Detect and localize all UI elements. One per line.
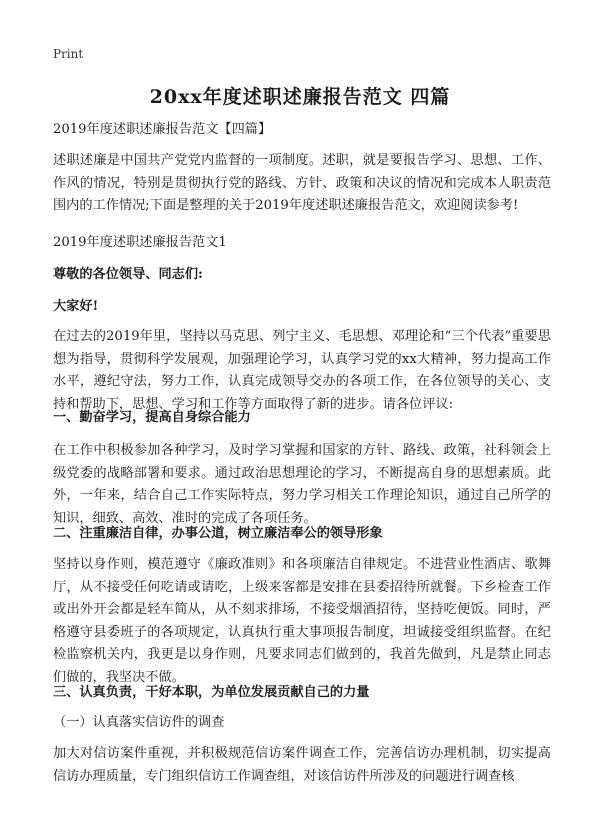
heading-3: 三、认真负责，干好本职，为单位发展贡献自己的力量 [53, 685, 370, 700]
paragraph-4: 加大对信访案件重视，并积极规范信访案件调查工作，完善信访办理机制，切实提高信访办理质量，专门组织信访工作调查组，对该信访件所涉及的问题进行调查核 [53, 746, 551, 784]
subheading-1: （一）认真落实信访件的调查 [53, 715, 225, 730]
heading-1: 一、勤奋学习，提高自身综合能力 [53, 410, 251, 425]
paragraph-3: 坚持以身作则，模范遵守《廉政准则》和各项廉洁自律规定。不进营业性酒店、歌舞厅，从不接受任何吃请或请吃，上级来客都是安排在县委招待所就餐。下乡检查工作或出外开会都是轻车简从，从不刻求排场，不接受烟酒招待，坚持吃便饭。同时，严格遵守县委班子的各项规定，认真执行重大事项报告制度，坦诚接受组织监督。在纪检监察机关内，我更是以身作则，凡要求同志们做到的，我首先做到，凡是禁止同志们做的，我坚决不做。 [53, 557, 551, 685]
salutation: 尊敬的各位领导、同志们: [53, 267, 203, 282]
paragraph-1: 在过去的2019年里，坚持以马克思、列宁主义、毛思想、邓理论和“三个代表”重要思想为指导，贯彻科学发展观，加强理论学习，认真学习党的xx大精神，努力提高工作水平，遵纪守法，努力工作，认真完成领导交办的各项工作，在各位领导的关心、支持和帮助下，思想、学习和工作等方面取得了新的进步。请各位评议: [53, 329, 551, 412]
document-subtitle: 2019年度述职述廉报告范文【四篇】 [53, 122, 272, 137]
heading-2: 二、注重廉洁自律，办事公道，树立廉洁奉公的领导形象 [53, 526, 383, 541]
paragraph-2: 在工作中积极参加各种学习，及时学习掌握和国家的方针、路线、政策，社科领会上级党委的战略部署和要求。通过政治思想理论的学习，不断提高自身的思想素质。此外，一年来，结合自己工作实际特点，努力学习相关工作理论知识，通过自己所学的知识，细致、高效、准时的完成了各项任务。 [53, 443, 551, 526]
intro-paragraph: 述职述廉是中国共产党党内监督的一项制度。述职，就是要报告学习、思想、工作、作风的情况，特别是贯彻执行党的路线、方针、政策和决议的情况和完成本人职责范围内的工作情况;下面是整理的关于2019年度述职述廉报告范文，欢迎阅读参考! [53, 153, 551, 213]
document-title: 20xx年度述职述廉报告范文 四篇 [149, 86, 451, 108]
print-label[interactable]: Print [53, 47, 84, 61]
section-title: 2019年度述职述廉报告范文1 [53, 235, 227, 250]
greeting: 大家好! [53, 299, 99, 314]
